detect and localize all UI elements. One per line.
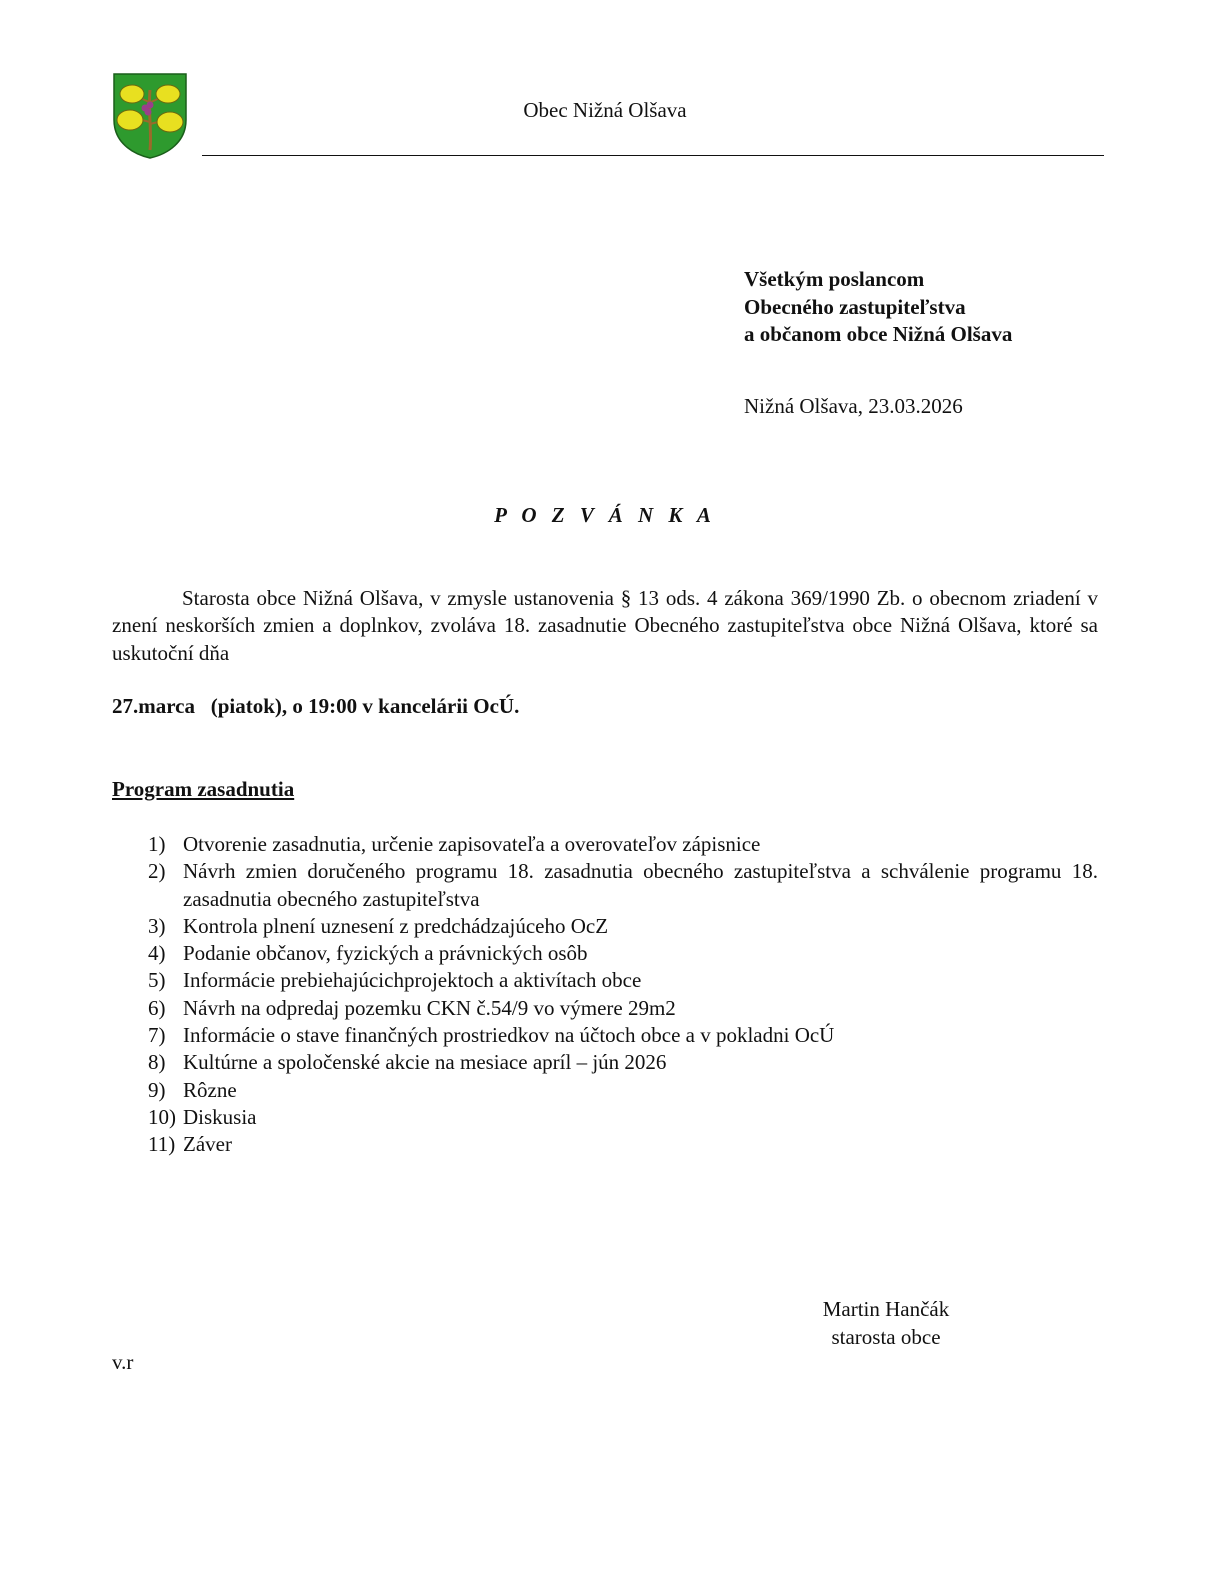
place-and-date: Nižná Olšava, 23.03.2026 [744, 394, 963, 418]
recipient-line: Obecného zastupiteľstva [744, 294, 966, 319]
list-item-number: 10) [148, 1104, 176, 1129]
document-title: P O Z V Á N K A [494, 503, 716, 527]
intro-text: Starosta obce Nižná Olšava, v zmysle ustanovenia § 13 ods. 4 zákona 369/1990 Zb. o obecnom zriadení v znení neskorších zmien a doplnkov, zvoláva 18. zasadnutie Obecného zastupiteľstva obce Nižná Olšava, ktoré sa uskutoční dňa [112, 586, 1098, 665]
list-item [148, 1049, 1098, 1076]
list-item-number: 3) [148, 913, 166, 938]
recipient-block [744, 266, 1012, 349]
list-item-number: 7) [148, 1023, 166, 1048]
list-item-number: 9) [148, 1077, 166, 1102]
list-item-text: Kultúrne a spoločenské akcie na mesiace apríl – jún 2026 [183, 1050, 667, 1075]
list-item-text: Otvorenie zasadnutia, určenie zapisovateľa a overovateľov zápisnice [183, 832, 761, 856]
list-item-number: 6) [148, 995, 166, 1020]
recipient-line: a občanom obce Nižná Olšava [744, 322, 1013, 346]
list-item [148, 995, 1098, 1022]
signature-block [786, 1296, 986, 1351]
vr-note: v.r [112, 1350, 134, 1374]
signatory-name: Martin Hančák [822, 1297, 950, 1321]
list-item-number: 2) [148, 859, 166, 884]
agenda-list [148, 831, 1098, 1159]
list-item [148, 1104, 1098, 1131]
list-item-text: Informácie prebiehajúcichprojektoch a aktivítach obce [183, 968, 642, 993]
list-item-text: Návrh na odpredaj pozemku CKN č.54/9 vo výmere 29m2 [183, 995, 676, 1020]
list-item-text: Kontrola plnení uznesení z predchádzajúceho OcZ [183, 913, 609, 938]
list-item-number: 4) [148, 941, 166, 966]
list-item-text: Informácie o stave finančných prostriedkov na účtoch obce a v pokladni OcÚ [183, 1023, 835, 1048]
program-heading: Program zasadnutia [112, 777, 295, 801]
list-item-text: Návrh zmien doručeného programu 18. zasadnutia obecného zastupiteľstva a schválenie programu 18. zasadnutia obecného zastupiteľstva [183, 859, 1098, 911]
list-item [148, 940, 1098, 967]
list-item [148, 913, 1098, 940]
list-item-number: 5) [148, 968, 166, 993]
intro-paragraph [112, 585, 1098, 667]
header-divider [202, 155, 1104, 156]
list-item-number: 1) [148, 832, 166, 856]
list-item-number: 8) [148, 1050, 166, 1075]
list-item [148, 831, 1098, 858]
list-item [148, 967, 1098, 994]
municipality-name: Obec Nižná Olšava [523, 98, 687, 122]
recipient-line: Všetkým poslancom [744, 267, 925, 291]
list-item [148, 858, 1098, 913]
list-item [148, 1131, 1098, 1158]
list-item [148, 1077, 1098, 1104]
list-item-text: Záver [183, 1132, 232, 1157]
list-item [148, 1022, 1098, 1049]
list-item-text: Rôzne [183, 1077, 237, 1102]
meeting-date-time: 27.marca (piatok), o 19:00 v kancelárii OcÚ. [112, 694, 520, 718]
signatory-role: starosta obce [831, 1324, 941, 1349]
list-item-text: Diskusia [183, 1104, 257, 1129]
list-item-number: 11) [148, 1132, 176, 1157]
list-item-text: Podanie občanov, fyzických a právnických osôb [183, 941, 588, 966]
